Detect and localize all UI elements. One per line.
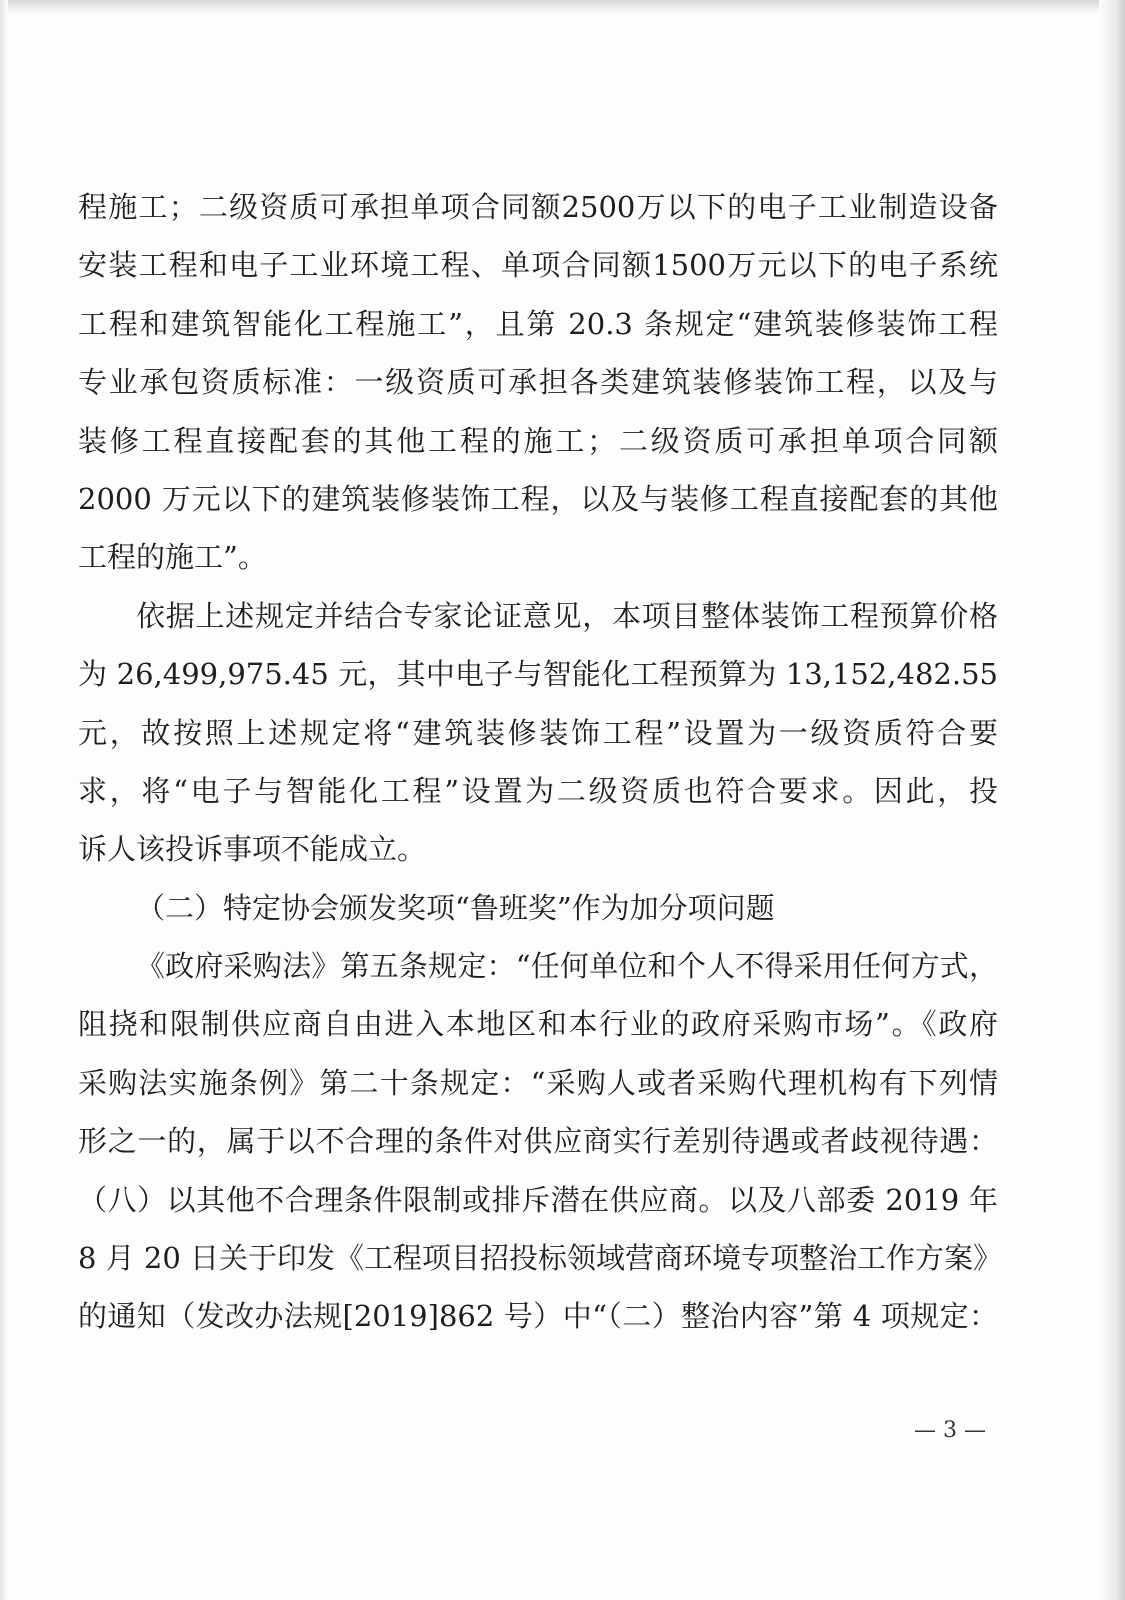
body-text: [78, 178, 1003, 1346]
text-line: 装修工程直接配套的其他工程的施工；二级资质可承担单项合同额: [78, 423, 998, 458]
text-line: （八）以其他不合理条件限制或排斥潜在供应商。以及八部委 2019 年: [78, 1182, 998, 1217]
scan-edge-left: [0, 0, 8, 1600]
text-line: 的通知（发改办法规[2019]862 号）中“（二）整治内容”第 4 项规定：: [78, 1299, 998, 1334]
text-line: 2000 万元以下的建筑装修装饰工程，以及与装修工程直接配套的其他: [78, 481, 998, 516]
text-line: 程施工；二级资质可承担单项合同额2500万以下的电子工业制造设备: [78, 190, 998, 224]
text-line: 采购法实施条例》第二十条规定：“采购人或者采购代理机构有下列情: [78, 1065, 998, 1100]
text-line: 专业承包资质标准：一级资质可承担各类建筑装修装饰工程，以及与: [78, 365, 998, 400]
text-line: 工程和建筑智能化工程施工”，且第 20.3 条规定“建筑装修装饰工程: [78, 306, 998, 341]
text-line: 诉人该投诉事项不能成立。: [78, 832, 427, 867]
page-number: — 3 —: [914, 1418, 986, 1443]
text-line: 求，将“电子与智能化工程”设置为二级资质也符合要求。因此，投: [78, 773, 998, 808]
scan-edge-right: [1099, 0, 1125, 1600]
paragraph-start-line: 依据上述规定并结合专家论证意见，本项目整体装饰工程预算价格: [136, 598, 998, 633]
text-line: 为 26,499,975.45 元，其中电子与智能化工程预算为 13,152,482.55: [78, 657, 998, 692]
text-line: 工程的施工”。: [78, 540, 267, 575]
text-line: 安装工程和电子工业环境工程、单项合同额1500万元以下的电子系统: [78, 248, 998, 283]
scan-edge-top: [0, 0, 1125, 14]
text-line: 形之一的，属于以不合理的条件对供应商实行差别待遇或者歧视待遇：: [78, 1124, 998, 1159]
text-line: 阻挠和限制供应商自由进入本地区和本行业的政府采购市场”。《政府: [78, 1007, 998, 1042]
text-line: 元，故按照上述规定将“建筑装修装饰工程”设置为一级资质符合要: [78, 715, 998, 750]
section-heading: （二）特定协会颁发奖项“鲁班奖”作为加分项问题: [136, 890, 775, 925]
text-line: 8 月 20 日关于印发《工程项目招投标领域营商环境专项整治工作方案》: [78, 1241, 1003, 1276]
paragraph-start-line: 《政府采购法》第五条规定：“任何单位和个人不得采用任何方式，: [136, 949, 998, 984]
